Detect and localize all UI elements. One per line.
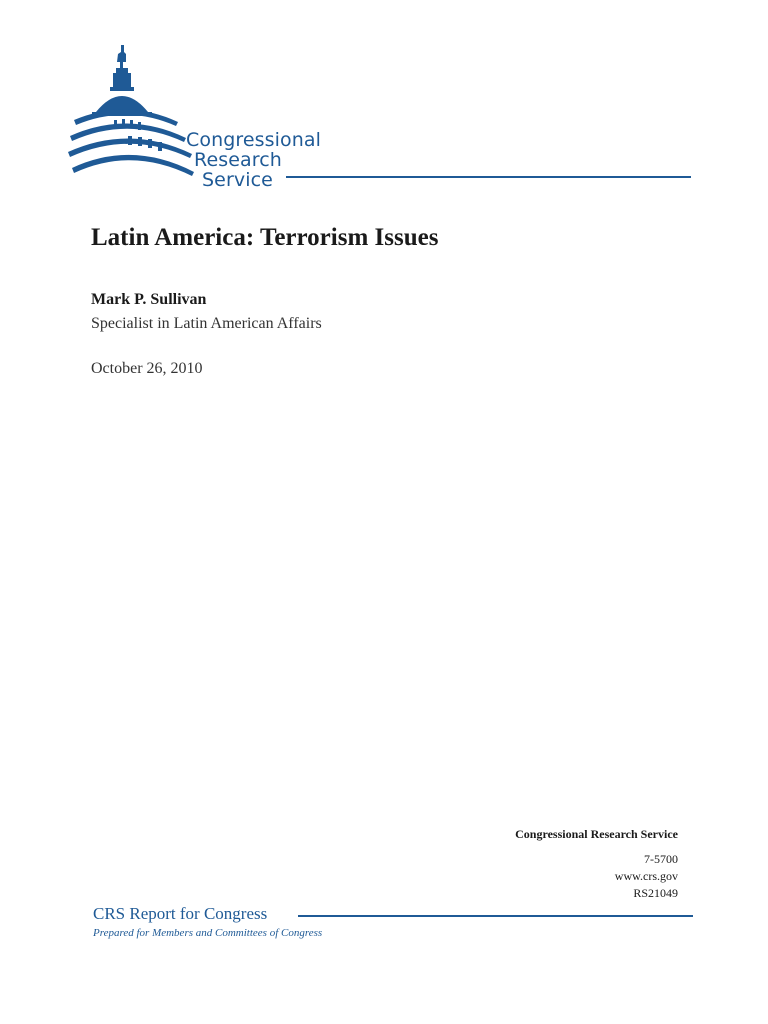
logo-line-congressional: Congressional xyxy=(186,129,322,151)
footer-subtitle: Prepared for Members and Committees of Congress xyxy=(93,927,323,939)
footer-title: CRS Report for Congress xyxy=(93,904,268,923)
phone-number: 7-5700 xyxy=(644,852,678,866)
logo-wordmark xyxy=(186,130,321,190)
author-role: Specialist in Latin American Affairs xyxy=(91,315,322,332)
report-title: Latin America: Terrorism Issues xyxy=(91,224,439,251)
header-divider xyxy=(286,176,691,178)
footer-divider xyxy=(298,915,693,917)
author-name: Mark P. Sullivan xyxy=(91,291,207,308)
website-link[interactable]: www.crs.gov xyxy=(614,869,678,883)
logo-line-service: Service xyxy=(202,169,273,191)
organization-name: Congressional Research Service xyxy=(515,827,678,841)
report-number: RS21049 xyxy=(633,886,678,900)
report-date: October 26, 2010 xyxy=(91,360,203,377)
organization-info xyxy=(515,827,678,902)
logo-line-research: Research xyxy=(194,149,282,171)
